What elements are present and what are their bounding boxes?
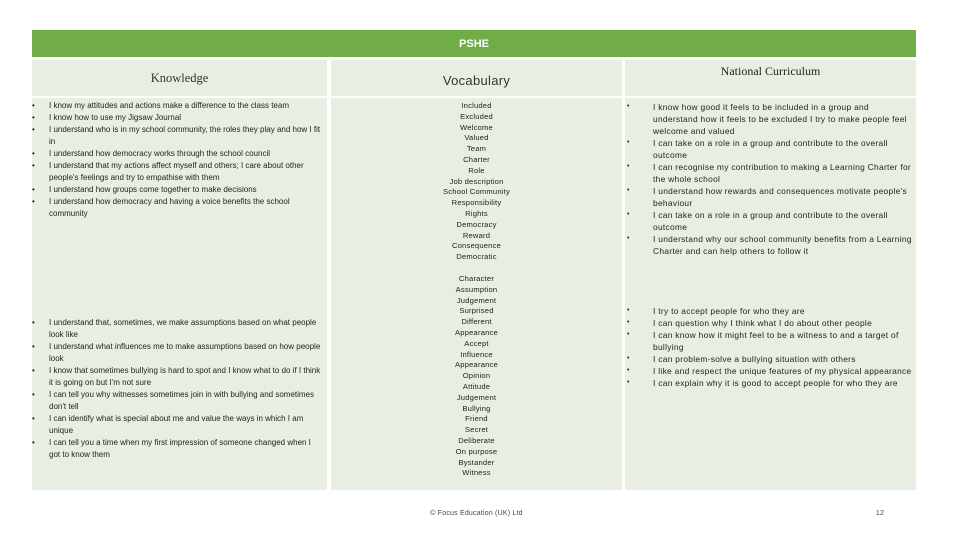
- list-item: • I can take on a role in a group and contribute to the overall outcome: [625, 209, 915, 233]
- list-item: • I can identify what is special about me and value the ways in which I am unique: [32, 413, 322, 437]
- vocab-word: Attitude: [462, 381, 491, 391]
- vocab-word: Democracy: [456, 219, 497, 229]
- vocab-word: Secret: [464, 425, 489, 435]
- list-item: • I like and respect the unique features of my physical appearance: [625, 365, 915, 377]
- list-item: • I can take on a role in a group and contribute to the overall outcome: [625, 137, 915, 161]
- vocab-word: Included: [461, 101, 492, 110]
- list-item: • I know how to use my Jigsaw Journal: [32, 112, 326, 124]
- page-number: 12: [875, 510, 885, 517]
- national-curriculum-list-2: [625, 305, 915, 389]
- vocab-word: Surprised: [459, 306, 494, 316]
- vocab-word: Assumption: [455, 284, 498, 294]
- vocab-word: Witness: [462, 468, 491, 478]
- vocab-word: Role: [468, 165, 485, 175]
- list-item: • I can problem-solve a bullying situation with others: [625, 353, 915, 365]
- national-curriculum-list-1: [625, 101, 915, 257]
- vocab-word: Excluded: [460, 111, 493, 121]
- section-banner: PSHE: [32, 30, 916, 57]
- national-curriculum-header: National Curriculum: [720, 63, 821, 78]
- vocab-word: Bystander: [458, 457, 495, 467]
- list-item: • I understand how rewards and consequences motivate people's behaviour: [625, 185, 915, 209]
- vocab-word: Judgement: [456, 392, 497, 402]
- list-item: • I understand that my actions affect myself and others; I care about other people's feelings and try to empathise with them: [32, 160, 326, 184]
- vocab-word: Judgement: [456, 295, 497, 305]
- vocab-word: Bullying: [462, 403, 491, 413]
- list-item: • I can tell you a time when my first impression of someone changed when I got to know them: [32, 437, 322, 461]
- list-item: • I can tell you why witnesses sometimes join in with bullying and sometimes don't tell: [32, 389, 322, 413]
- list-item: • I understand how groups come together to make decisions: [32, 184, 326, 196]
- knowledge-list-1: [32, 100, 326, 220]
- knowledge-header: Knowledge: [150, 70, 209, 85]
- list-item: • I know that sometimes bullying is hard to spot and I know what to do if I think it is going on but I'm not sure: [32, 365, 322, 389]
- vocab-word: Welcome: [460, 122, 493, 132]
- vocab-word: Charter: [463, 154, 490, 164]
- list-item: • I try to accept people for who they are: [625, 305, 915, 317]
- vocabulary-list-2: [331, 274, 622, 479]
- vocab-word: Valued: [464, 133, 489, 143]
- header-divider: [32, 96, 916, 98]
- vocab-word: Deliberate: [458, 435, 495, 445]
- vocab-word: Responsibility: [451, 198, 502, 208]
- vocab-word: Appearance: [455, 327, 498, 337]
- vocab-word: Job description: [449, 176, 504, 186]
- vocab-word: Rights: [465, 208, 488, 218]
- vocab-word: On purpose: [455, 446, 498, 456]
- vocab-word: Team: [466, 144, 487, 154]
- vocab-word: Different: [461, 317, 492, 327]
- list-item: • I understand how democracy and having a voice benefits the school community: [32, 196, 326, 220]
- list-item: • I understand what influences me to make assumptions based on how people look: [32, 341, 322, 365]
- list-item: • I understand how democracy works through the school council: [32, 148, 326, 160]
- vocab-word: Character: [458, 274, 495, 283]
- list-item: • I understand why our school community benefits from a Learning Charter and can help others to follow it: [625, 233, 915, 257]
- vocab-word: Consequence: [451, 241, 502, 251]
- list-item: • I can recognise my contribution to making a Learning Charter for the whole school: [625, 161, 915, 185]
- list-item: • I know how good it feels to be included in a group and understand how it feels to be excluded I try to make people feel welcome and valued: [625, 101, 915, 137]
- list-item: • I can know how it might feel to be a witness to and a target of bullying: [625, 329, 915, 353]
- list-item: • I can question why I think what I do about other people: [625, 317, 915, 329]
- vocab-word: Appearance: [455, 360, 498, 370]
- vocab-word: School Community: [443, 187, 510, 197]
- list-item: • I know my attitudes and actions make a difference to the class team: [32, 100, 326, 112]
- vocab-word: Opinion: [462, 371, 491, 381]
- vocabulary-list-1: [331, 101, 622, 263]
- list-item: • I understand who is in my school community, the roles they play and how I fit in: [32, 124, 326, 148]
- copyright-footer: © Focus Education (UK) Ltd: [430, 510, 523, 517]
- vocab-word: Friend: [465, 414, 488, 424]
- vocab-word: Influence: [460, 349, 493, 359]
- vocab-word: Reward: [462, 230, 491, 240]
- vocabulary-header: Vocabulary: [442, 72, 511, 88]
- list-item: • I understand that, sometimes, we make assumptions based on what people look like: [32, 317, 322, 341]
- vocab-word: Accept: [464, 338, 489, 348]
- list-item: • I can explain why it is good to accept people for who they are: [625, 377, 915, 389]
- vocab-word: Democratic: [456, 252, 497, 262]
- knowledge-list-2: [32, 317, 322, 461]
